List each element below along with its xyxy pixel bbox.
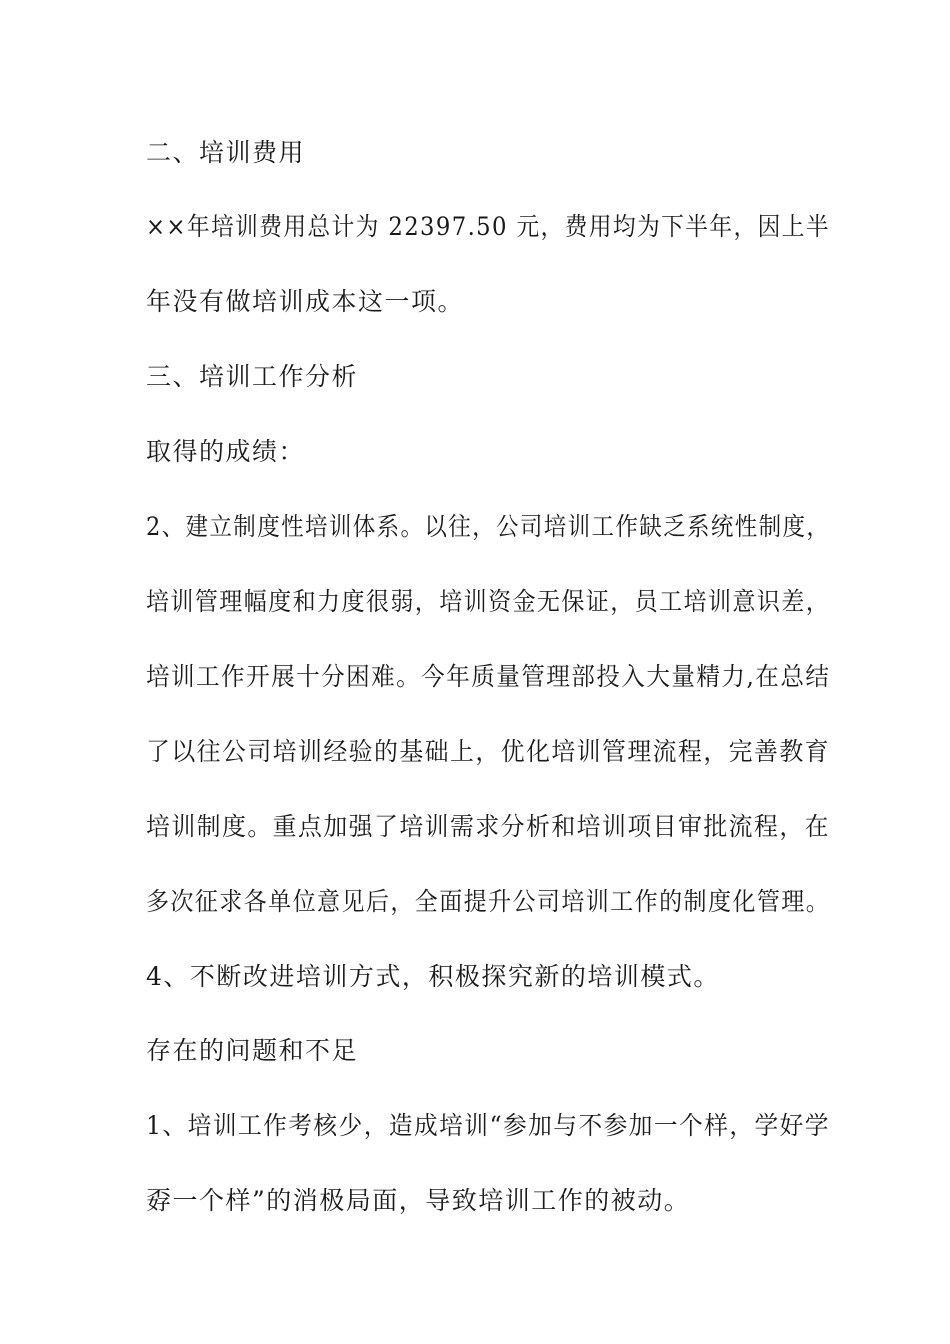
paragraph-line: 了以往公司培训经验的基础上，优化培训管理流程，完善教育 [146,737,831,766]
paragraph-line: 年没有做培训成本这一项。 [146,287,465,316]
subheading-achievements: 取得的成绩： [146,437,306,466]
section-heading-training-analysis: 三、培训工作分析 [146,362,359,391]
paragraph-line: 多次征求各单位意见后，全面提升公司培训工作的制度化管理。 [146,887,831,916]
paragraph-line: 孬一个样”的消极局面，导致培训工作的被动。 [146,1186,691,1215]
paragraph-line: 2、建立制度性培训体系。以往，公司培训工作缺乏系统性制度， [146,512,831,541]
paragraph-line: 培训管理幅度和力度很弱，培训资金无保证，员工培训意识差， [146,587,831,616]
paragraph-line: 1、培训工作考核少，造成培训“参加与不参加一个样，学好学 [146,1111,830,1140]
paragraph-line: 4、不断改进培训方式，积极探究新的培训模式。 [146,962,720,991]
paragraph-line: 培训制度。重点加强了培训需求分析和培训项目审批流程，在 [146,812,831,841]
section-heading-training-costs: 二、培训费用 [146,138,306,167]
paragraph-line: ××年培训费用总计为 22397.50 元，费用均为下半年，因上半 [146,212,830,241]
subheading-problems: 存在的问题和不足 [146,1036,359,1065]
paragraph-line: 培训工作开展十分困难。今年质量管理部投入大量精力,在总结 [146,662,831,691]
